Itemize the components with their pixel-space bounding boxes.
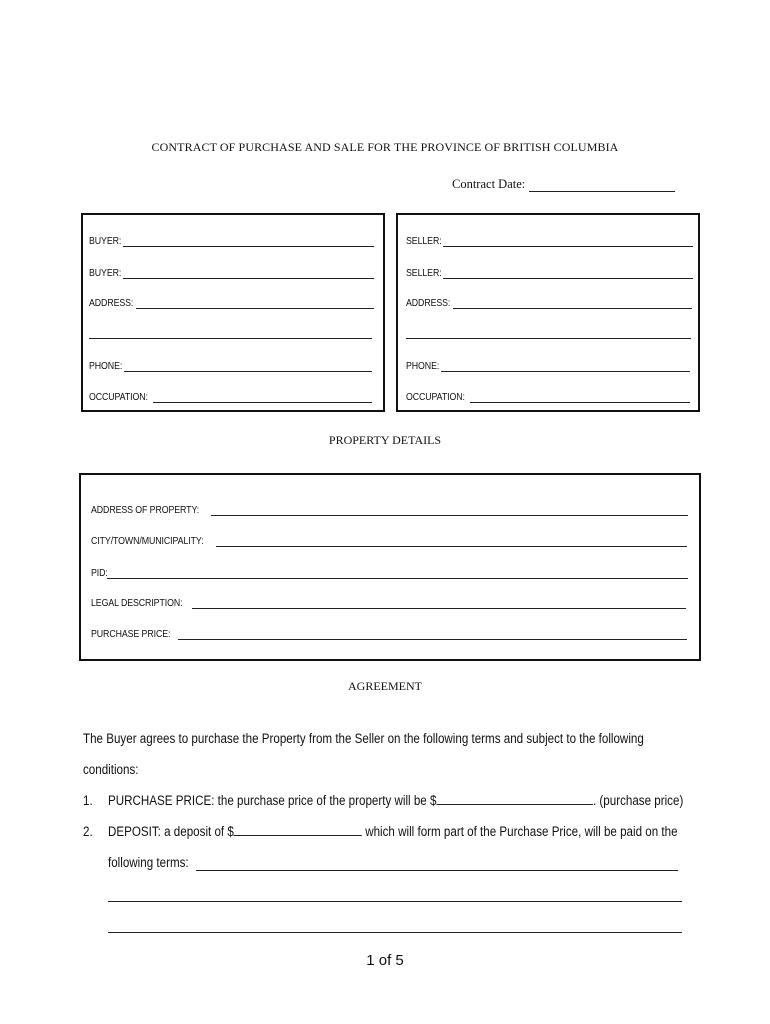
- item-1-text-before: PURCHASE PRICE: the purchase price of the property will be $: [108, 793, 437, 808]
- item-1-number: 1.: [83, 793, 93, 808]
- buyer-phone-label: PHONE:: [89, 361, 123, 372]
- seller-phone-label: PHONE:: [406, 361, 440, 372]
- item-2-deposit: [108, 824, 678, 839]
- seller-1-field[interactable]: [406, 236, 693, 247]
- document-title: CONTRACT OF PURCHASE AND SALE FOR THE PROVINCE OF BRITISH COLUMBIA: [151, 140, 619, 154]
- property-legal-field[interactable]: [91, 598, 686, 609]
- item-1-text-after: . (purchase price): [592, 793, 684, 808]
- seller-address-line-2[interactable]: [406, 338, 691, 339]
- property-city-label: CITY/TOWN/MUNICIPALITY:: [91, 536, 204, 547]
- property-price-field[interactable]: [91, 629, 687, 640]
- buyer-occupation-label: OCCUPATION:: [89, 392, 148, 403]
- buyer-address-field[interactable]: [89, 298, 374, 309]
- buyer-1-label: BUYER:: [89, 236, 122, 247]
- buyer-phone-field[interactable]: [89, 361, 372, 372]
- property-address-label: ADDRESS OF PROPERTY:: [91, 505, 200, 516]
- agreement-intro-line-2: conditions:: [83, 762, 139, 777]
- item-2-terms-label: following terms:: [108, 855, 189, 870]
- agreement-intro-line-1: The Buyer agrees to purchase the Property from the Seller on the following terms and subject to the following: [83, 731, 644, 746]
- item-2-terms-line-1[interactable]: [196, 870, 678, 871]
- buyer-info-box: [81, 213, 385, 412]
- item-2-terms-line-2[interactable]: [108, 901, 682, 902]
- buyer-2-label: BUYER:: [89, 268, 122, 279]
- item-1-price-blank[interactable]: [436, 793, 593, 805]
- property-pid-label: PID:: [91, 568, 108, 579]
- seller-2-label: SELLER:: [406, 268, 442, 279]
- property-details-box: [79, 473, 701, 661]
- seller-address-field[interactable]: [406, 298, 692, 309]
- property-address-field[interactable]: [91, 505, 688, 516]
- buyer-address-line-2[interactable]: [89, 338, 372, 339]
- contract-date-field[interactable]: [452, 177, 675, 192]
- buyer-occupation-field[interactable]: [89, 392, 372, 403]
- item-2-number: 2.: [83, 824, 93, 839]
- seller-1-label: SELLER:: [406, 236, 442, 247]
- buyer-2-field[interactable]: [89, 268, 374, 279]
- seller-occupation-label: OCCUPATION:: [406, 392, 465, 403]
- seller-occupation-field[interactable]: [406, 392, 690, 403]
- seller-phone-field[interactable]: [406, 361, 690, 372]
- item-2-text-before: DEPOSIT: a deposit of $: [108, 824, 234, 839]
- property-details-heading: PROPERTY DETAILS: [328, 433, 442, 447]
- property-legal-label: LEGAL DESCRIPTION:: [91, 598, 183, 609]
- agreement-heading: AGREEMENT: [348, 679, 422, 693]
- contract-date-label: Contract Date:: [452, 177, 526, 191]
- item-1-purchase-price: [108, 793, 683, 808]
- property-pid-field[interactable]: [91, 568, 688, 579]
- property-city-field[interactable]: [91, 536, 687, 547]
- page-indicator: 1 of 5: [366, 952, 404, 969]
- item-2-text-after: which will form part of the Purchase Price, will be paid on the: [361, 824, 678, 839]
- property-price-label: PURCHASE PRICE:: [91, 629, 171, 640]
- seller-address-label: ADDRESS:: [406, 298, 451, 309]
- contract-date-line[interactable]: [529, 183, 675, 192]
- item-2-deposit-blank[interactable]: [234, 824, 362, 836]
- buyer-1-field[interactable]: [89, 236, 374, 247]
- seller-info-box: [396, 213, 700, 412]
- item-2-terms-line-3[interactable]: [108, 932, 682, 933]
- seller-2-field[interactable]: [406, 268, 693, 279]
- buyer-address-label: ADDRESS:: [89, 298, 134, 309]
